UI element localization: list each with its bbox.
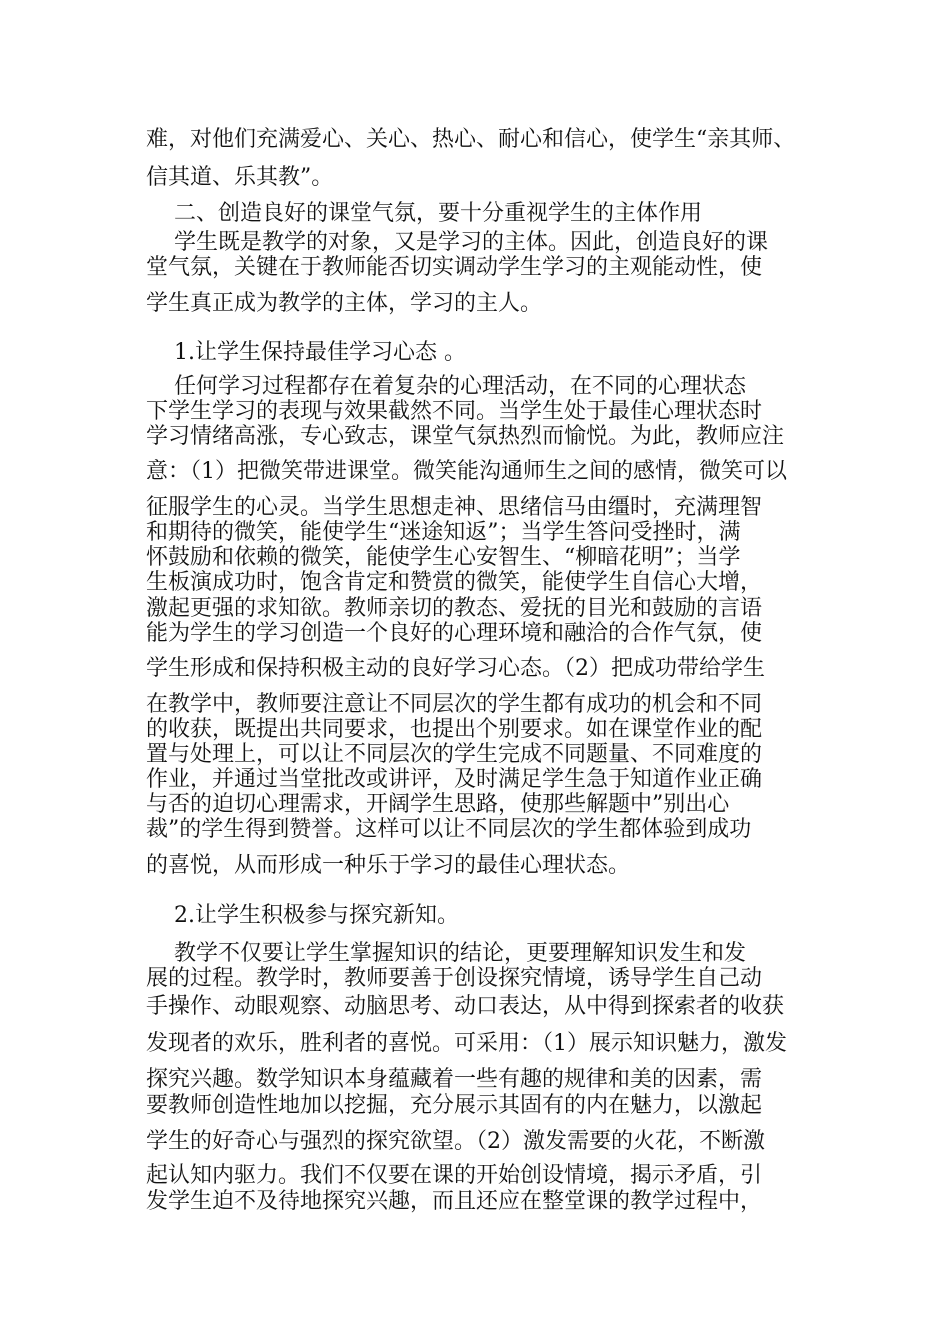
text-line: 探究兴趣。数学知识本身蕴藏着一些有趣的规律和美的因素，需 <box>146 1067 763 1092</box>
text-line: 作业，并通过当堂批改或讲评，及时满足学生急于知道作业正确 <box>146 767 763 792</box>
text-line: 学生形成和保持积极主动的良好学习心态。（2）把成功带给学生 <box>146 656 765 681</box>
text-line: 和期待的微笑，能使学生“迷途知返”；当学生答问受挫时，满 <box>146 520 741 545</box>
text-line: 置与处理上，可以让不同层次的学生完成不同题量、不同难度的 <box>146 742 763 767</box>
text-line: 意：（1）把微笑带进课堂。微笑能沟通师生之间的感情，微笑可以 <box>146 459 787 484</box>
text-line: 起认知内驱力。我们不仅要在课的开始创设情境，揭示矛盾，引 <box>146 1163 763 1188</box>
text-line: 发学生迫不及待地探究兴趣，而且还应在整堂课的教学过程中， <box>146 1189 763 1214</box>
text-line: 下学生学习的表现与效果截然不同。当学生处于最佳心理状态时 <box>146 399 763 424</box>
text-line: 征服学生的心灵。当学生思想走神、思绪信马由缰时，充满理智 <box>146 495 763 520</box>
text-line: 发现者的欢乐，胜利者的喜悦。可采用：（1）展示知识魅力，激发 <box>146 1031 787 1056</box>
text-line: 要教师创造性地加以挖掘，充分展示其固有的内在魅力，以激起 <box>146 1093 763 1118</box>
text-line: 学生的好奇心与强烈的探究欲望。（2）激发需要的火花，不断激 <box>146 1129 765 1154</box>
text-line: 生板演成功时，饱含肯定和赞赏的微笑，能使学生自信心大增， <box>146 570 763 595</box>
section-heading: 二、创造良好的课堂气氛，要十分重视学生的主体作用 <box>174 201 703 226</box>
text-line: 学习情绪高涨，专心致志，课堂气氛热烈而愉悦。为此，教师应注 <box>146 424 785 449</box>
text-line: 学生既是教学的对象，又是学习的主体。因此，创造良好的课 <box>174 230 769 255</box>
text-line: 裁”的学生得到赞誉。这样可以让不同层次的学生都体验到成功 <box>146 817 752 842</box>
text-line: 的收获，既提出共同要求，也提出个别要求。如在课堂作业的配 <box>146 717 763 742</box>
text-line: 激起更强的求知欲。教师亲切的教态、爱抚的目光和鼓励的言语 <box>146 596 763 621</box>
subsection-heading: 2.让学生积极参与探究新知。 <box>174 903 459 928</box>
text-line: 任何学习过程都存在着复杂的心理活动，在不同的心理状态 <box>174 374 747 399</box>
text-line: 手操作、动眼观察、动脑思考、动口表达，从中得到探索者的收获 <box>146 994 785 1019</box>
text-line: 教学不仅要让学生掌握知识的结论，更要理解知识发生和发 <box>174 941 747 966</box>
text-line: 的喜悦，从而形成一种乐于学习的最佳心理状态。 <box>146 853 631 878</box>
text-line: 在教学中，教师要注意让不同层次的学生都有成功的机会和不同 <box>146 692 763 717</box>
text-line: 信其道、乐其教”。 <box>146 165 334 190</box>
text-line: 堂气氛，关键在于教师能否切实调动学生学习的主观能动性，使 <box>146 255 763 280</box>
text-line: 学生真正成为教学的主体，学习的主人。 <box>146 291 543 316</box>
text-line: 能为学生的学习创造一个良好的心理环境和融洽的合作气氛，使 <box>146 621 763 646</box>
text-line: 与否的迫切心理需求，开阔学生思路，使那些解题中”别出心 <box>146 792 730 817</box>
text-line: 难，对他们充满爱心、关心、热心、耐心和信心，使学生“亲其师、 <box>146 127 796 152</box>
subsection-heading: 1.让学生保持最佳学习心态 。 <box>174 340 466 365</box>
text-line: 怀鼓励和依赖的微笑，能使学生心安智生、“柳暗花明”；当学 <box>146 545 741 570</box>
text-line: 展的过程。教学时，教师要善于创设探究情境，诱导学生自己动 <box>146 966 763 991</box>
